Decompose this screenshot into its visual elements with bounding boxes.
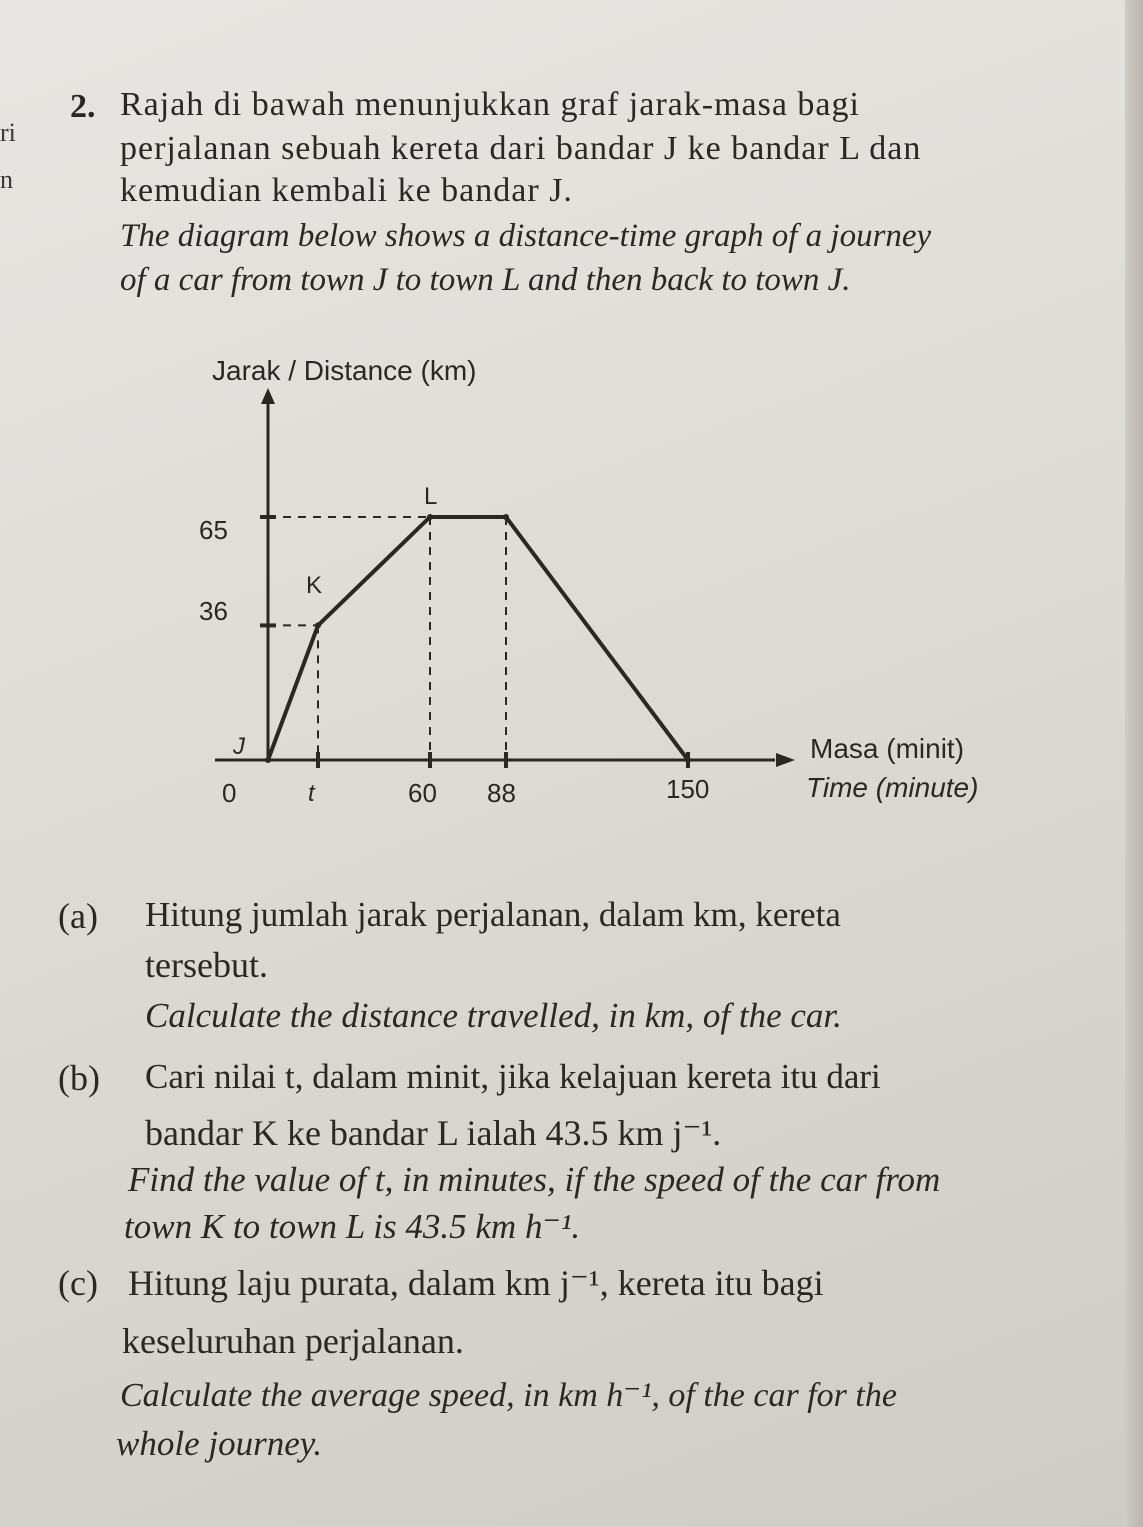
intro-malay-line: Rajah di bawah menunjukkan graf jarak-masa bagi <box>120 86 860 123</box>
graph-segment <box>318 517 430 625</box>
margin-mark: ri <box>0 118 16 147</box>
part-a-malay: tersebut. <box>145 945 268 985</box>
point-label-k: K <box>306 572 323 599</box>
y-axis-label: Jarak / Distance (km) <box>212 355 477 386</box>
part-b-english: Find the value of t, in minutes, if the speed of the car from <box>128 1160 941 1199</box>
graph-point <box>685 757 691 763</box>
part-c-malay: Hitung laju purata, dalam km j⁻¹, kereta itu bagi <box>128 1263 824 1303</box>
x-tick-label: 60 <box>408 778 437 808</box>
x-tick-label: 0 <box>222 778 237 808</box>
part-a-english: Calculate the distance travelled, in km, of the car. <box>145 996 842 1035</box>
y-tick-label: 65 <box>199 515 228 545</box>
x-axis-label-malay: Masa (minit) <box>810 733 965 764</box>
graph-point <box>427 514 433 520</box>
graph-segment <box>506 517 688 760</box>
part-c-letter: (c) <box>58 1263 98 1303</box>
part-a-malay: Hitung jumlah jarak perjalanan, dalam km, kereta <box>145 895 841 934</box>
margin-mark: n <box>0 165 13 194</box>
graph-segment <box>268 625 318 760</box>
intro-english-line: of a car from town J to town L and then back to town J. <box>120 262 851 298</box>
part-c-english: whole journey. <box>116 1424 323 1463</box>
part-b-malay: Cari nilai t, dalam minit, jika kelajuan kereta itu dari <box>145 1057 881 1096</box>
graph-point <box>265 757 271 763</box>
intro-english-line: The diagram below shows a distance-time graph of a journey <box>120 218 932 254</box>
part-c-malay: keseluruhan perjalanan. <box>122 1321 464 1361</box>
x-tick-label: t <box>308 780 315 807</box>
graph-point <box>315 622 321 628</box>
y-axis-arrow <box>261 388 275 404</box>
graph-point <box>503 514 509 520</box>
part-b-english: town K to town L is 43.5 km h⁻¹. <box>124 1207 581 1246</box>
intro-malay-line: kemudian kembali ke bandar J. <box>120 172 573 209</box>
part-a-letter: (a) <box>58 896 98 936</box>
x-tick-label: 88 <box>487 778 516 808</box>
question-number: 2. <box>70 88 96 125</box>
y-tick-label: 36 <box>199 596 228 626</box>
x-axis-arrow <box>776 753 795 767</box>
x-axis-label-english: Time (minute) <box>806 772 979 803</box>
intro-malay-line: perjalanan sebuah kereta dari bandar J ke bandar L dan <box>120 130 922 167</box>
part-b-letter: (b) <box>58 1058 100 1098</box>
part-c-english: Calculate the average speed, in km h⁻¹, of the car for the <box>120 1377 897 1414</box>
x-tick-label: 150 <box>666 774 710 804</box>
point-label-l: L <box>424 483 438 510</box>
point-label-j: J <box>233 733 245 760</box>
part-b-malay: bandar K ke bandar L ialah 43.5 km j⁻¹. <box>145 1113 722 1153</box>
